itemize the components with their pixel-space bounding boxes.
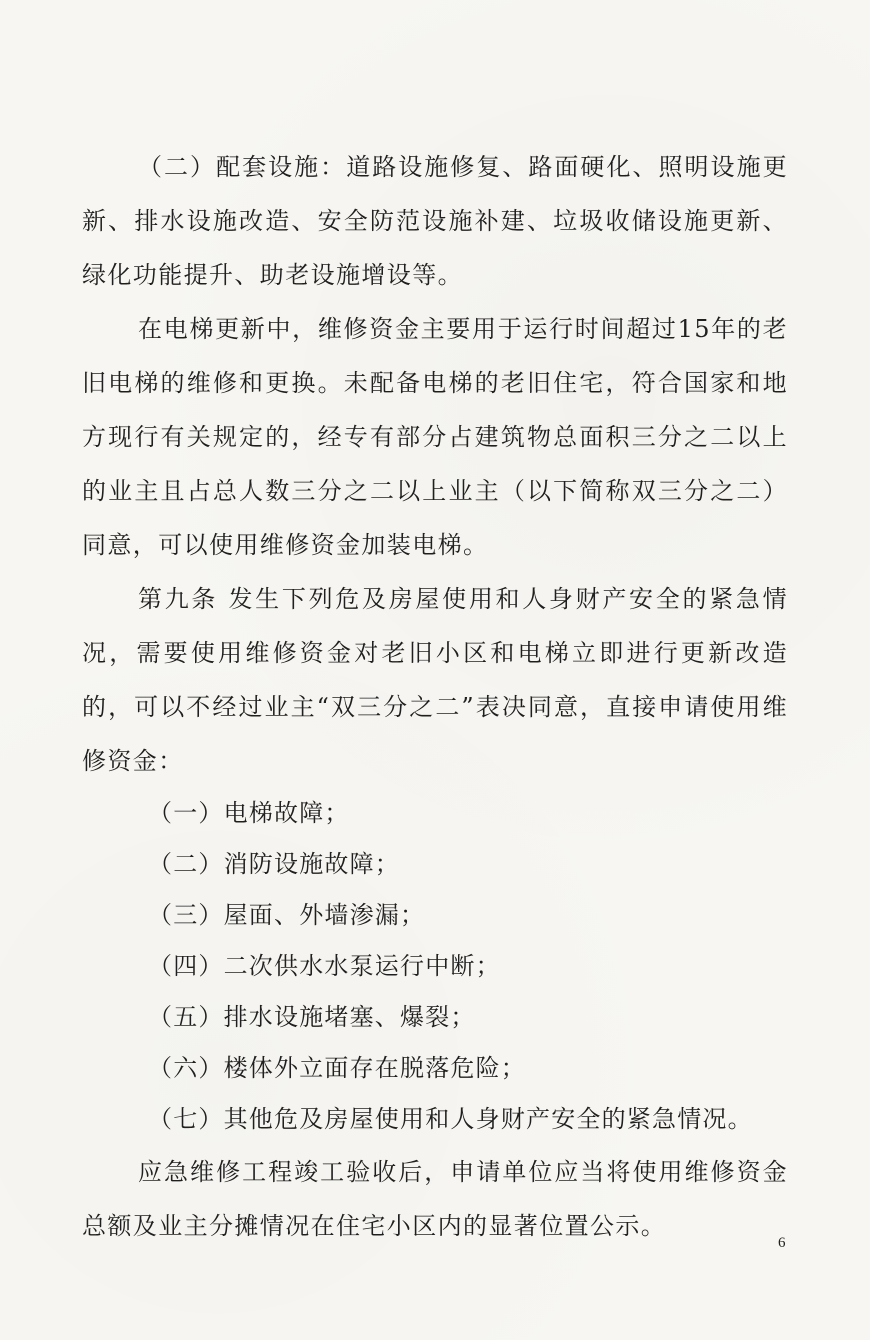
paragraph-elevator-update: 在电梯更新中，维修资金主要用于运行时间超过15年的老旧电梯的维修和更换。未配备电梯的老旧住宅，符合国家和地方现行有关规定的，经专有部分占建筑物总面积三分之二以上的业主且占总人数三分之二以上业主（以下简称双三分之二）同意，可以使用维修资金加装电梯。: [82, 315, 788, 559]
list-item: （四）二次供水水泵运行中断；: [148, 952, 501, 980]
emergency-list: [82, 788, 788, 1145]
page-number: 6: [778, 1235, 786, 1251]
paragraph-public-notice: 应急维修工程竣工验收后，申请单位应当将使用维修资金总额及业主分摊情况在住宅小区内的显著位置公示。: [82, 1158, 788, 1240]
paragraph-article-nine: 第九条 发生下列危及房屋使用和人身财产安全的紧急情况，需要使用维修资金对老旧小区和电梯立即进行更新改造的，可以不经过业主“双三分之二”表决同意，直接申请使用维修资金：: [82, 585, 788, 775]
document-body: [82, 140, 788, 1253]
list-item: （六）楼体外立面存在脱落危险；: [148, 1054, 526, 1082]
paragraph-supporting-facilities: （二）配套设施：道路设施修复、路面硬化、照明设施更新、排水设施改造、安全防范设施补建、垃圾收储设施更新、绿化功能提升、助老设施增设等。: [82, 153, 788, 289]
list-item: （一）电梯故障；: [148, 799, 350, 827]
list-item: （三）屋面、外墙渗漏；: [148, 901, 426, 929]
list-item: （五）排水设施堵塞、爆裂；: [148, 1003, 476, 1031]
list-item: （二）消防设施故障；: [148, 850, 400, 878]
list-item: （七）其他危及房屋使用和人身财产安全的紧急情况。: [148, 1105, 753, 1133]
